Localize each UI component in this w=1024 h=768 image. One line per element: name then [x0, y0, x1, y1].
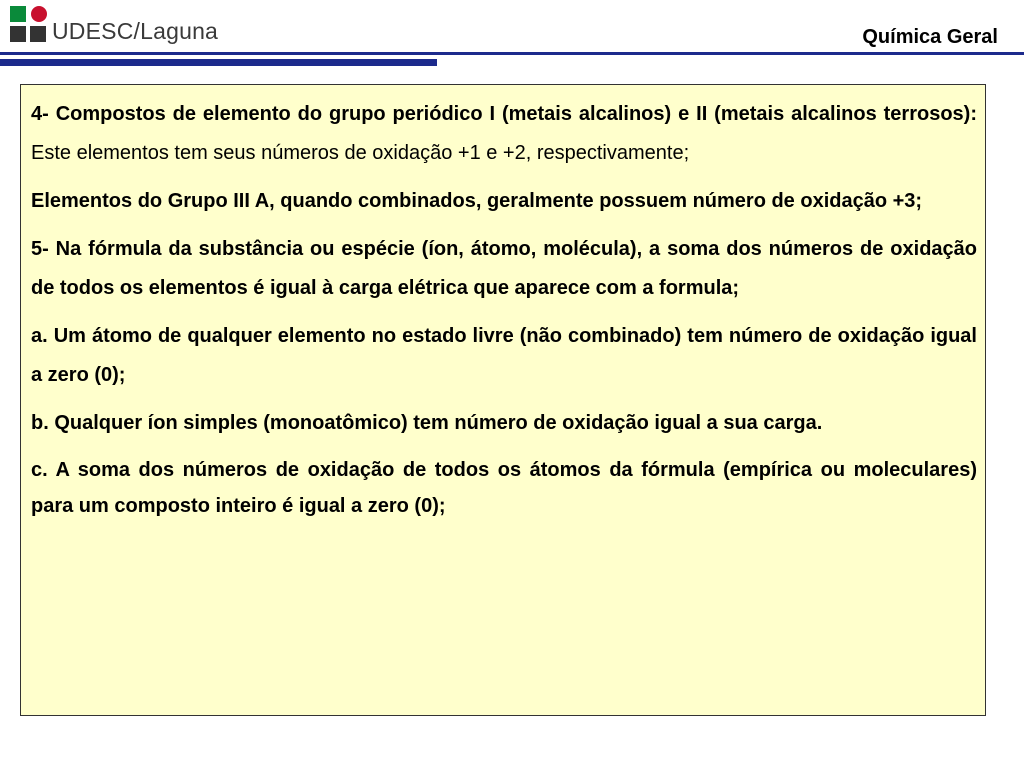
rule-5b-paragraph: b. Qualquer íon simples (monoatômico) tem número de oxidação igual a sua carga. [31, 412, 823, 434]
rule-4-heading: 4- Compostos de elemento do grupo periódico I (metais alcalinos) e II (metais alcalinos terrosos): [31, 103, 977, 125]
rule-5c-paragraph: c. A soma dos números de oxidação de todos os átomos da fórmula (empírica ou moleculares) para um composto inteiro é igual a zero (0); [31, 459, 977, 517]
udesc-logo-icon [8, 4, 50, 46]
group-3a-paragraph: Elementos do Grupo III A, quando combinados, geralmente possuem número de oxidação +3; [31, 190, 923, 212]
rule-4-text: Este elementos tem seus números de oxidação +1 e +2, respectivamente; [31, 142, 690, 164]
institution-name: UDESC/Laguna [52, 18, 219, 44]
header-rule [0, 52, 1024, 55]
rule-5-paragraph: 5- Na fórmula da substância ou espécie (íon, átomo, molécula), a soma dos números de oxidação de todos os elementos é igual à carga elétrica que aparece com a formula; [31, 238, 977, 299]
rule-4-paragraph [31, 95, 977, 173]
course-title: Química Geral [862, 26, 998, 48]
header-rule-accent [0, 59, 437, 66]
rule-5a-paragraph: a. Um átomo de qualquer elemento no estado livre (não combinado) tem número de oxidação igual a zero (0); [31, 325, 977, 386]
content-box [20, 84, 986, 716]
